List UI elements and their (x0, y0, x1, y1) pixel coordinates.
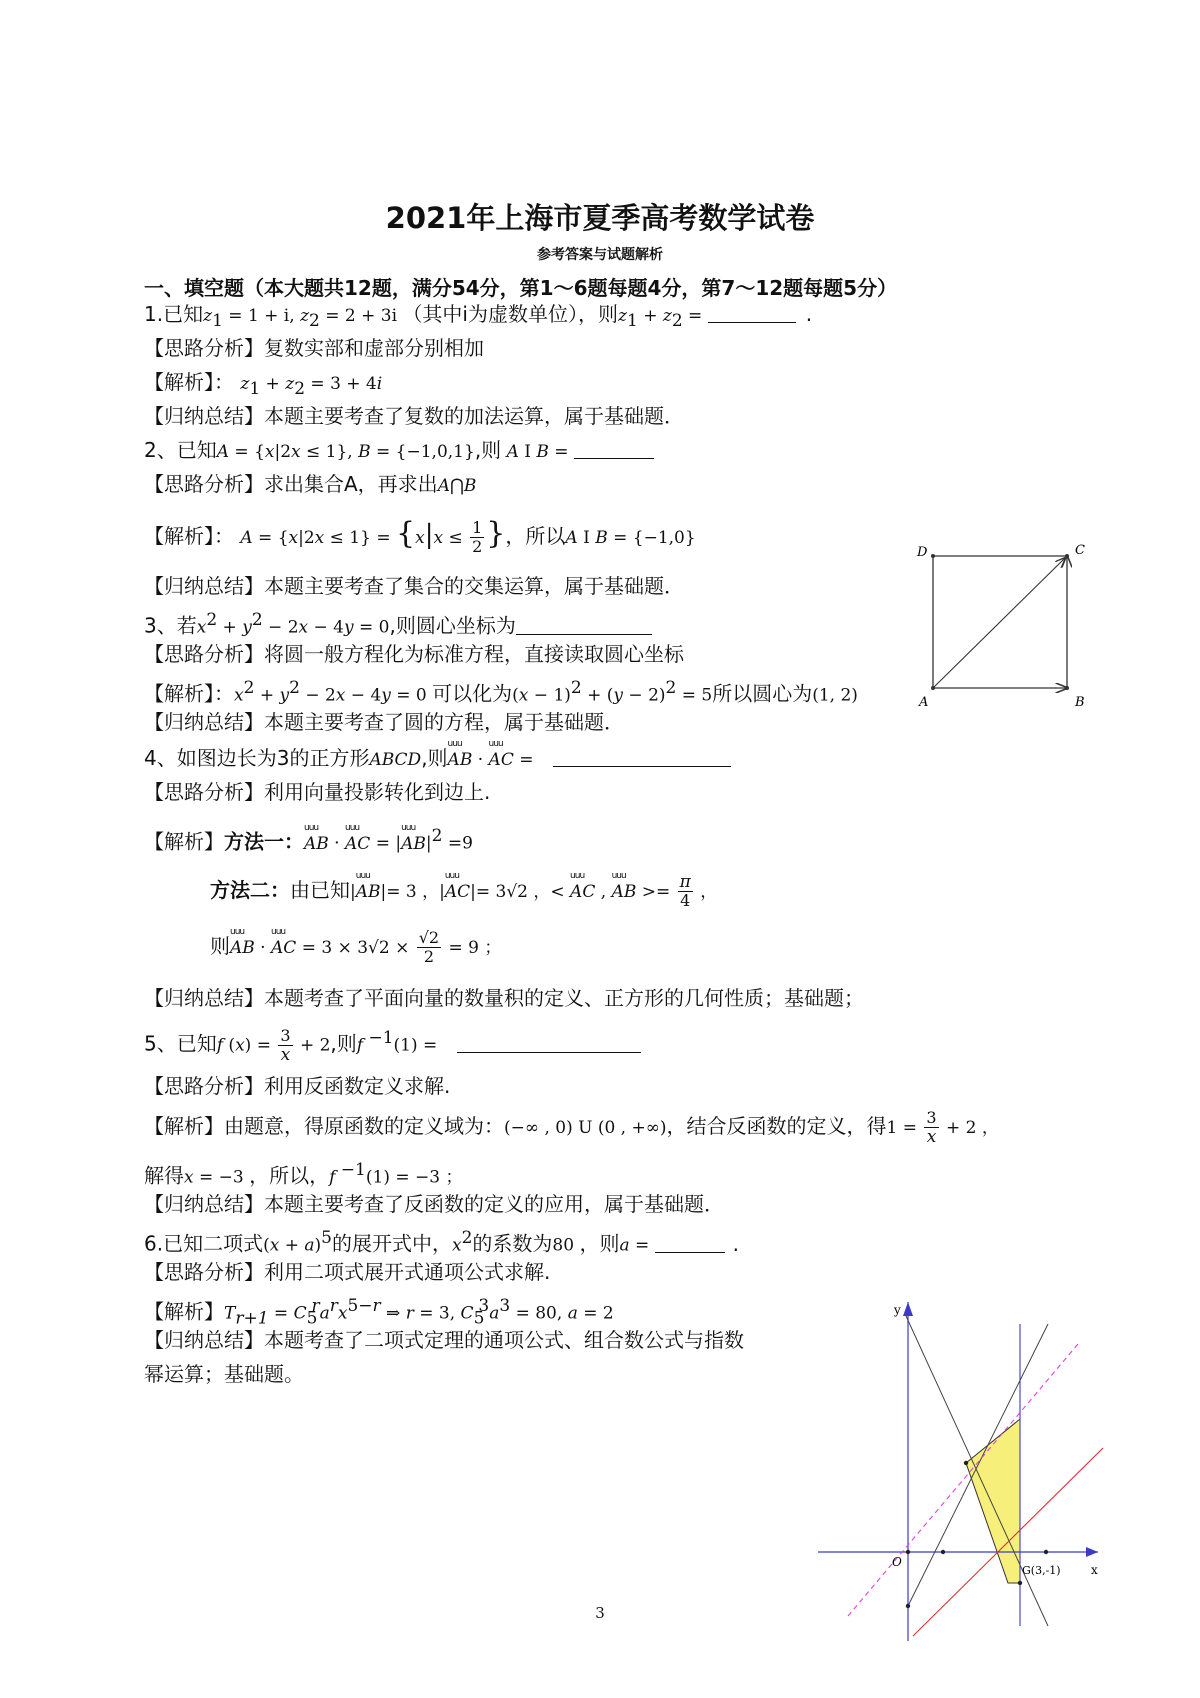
q4-question: 4、如图边长为3的正方形ABCD,则 uuu AB · uuu AC = (144, 744, 731, 774)
q2-solution: 【解析】： A = {x|2x ≤ 1} = {x|x ≤ $\frac{1}{2}$ }，所以A I B = {−1,0} (144, 516, 696, 556)
q6-solution: 【解析】$T_{r+1} = C_5^ra^rx^{5-r}$ ⇒ r = 3, $C_5^3a^3 = 80$, a = 2 (144, 1296, 614, 1329)
q5-solution: 【解析】由题意，得原函数的定义域为：(−∞ , 0) U (0 , +∞)，结合反函数的定义，得1 = $\frac{3}{x}$ + 2 ， (144, 1108, 999, 1147)
page-subtitle: 参考答案与试题解析 (537, 247, 663, 263)
q6-analysis: 【思路分析】利用二项式展开式通项公式求解. (144, 1260, 551, 1284)
square-figure (915, 540, 1105, 720)
q3-summary: 【归纳总结】本题主要考查了圆的方程，属于基础题． (144, 710, 624, 734)
origin-label: O (892, 1555, 902, 1569)
x-axis-label: x (1091, 1563, 1098, 1577)
q5-solve: 解得x = −3 ，所以，f $^{-1}$(1) = −3 ； (144, 1160, 463, 1188)
label-d: D (917, 545, 928, 560)
q1-solution: 【解析】： $z_1 + z_2 = 3 + 4i$ (144, 370, 383, 399)
y-axis-label: y (894, 1303, 901, 1317)
label-a: A (919, 695, 929, 710)
q5-analysis: 【思路分析】利用反函数定义求解. (144, 1074, 451, 1098)
q4-method1: 【解析】方法一： uuu AB · uuu AC = | uuu $AB|^2 =9$ (144, 822, 473, 854)
q6-answer-blank (655, 1232, 725, 1253)
q1-question: 1.已知$z_1 = 1 + i$, $z_2 = 2 + 3i$ （其中i为虚数单位），则$z_1 + z_2$ = . (144, 302, 813, 331)
page-title: 2021年上海市夏季高考数学试卷 (385, 201, 815, 235)
q4-answer-blank (553, 746, 731, 767)
q6-summary-line1: 【归纳总结】本题考查了二项式定理的通项公式、组合数公式与指数 (144, 1328, 744, 1352)
q5-summary: 【归纳总结】本题主要考查了反函数的定义的应用，属于基础题． (144, 1192, 724, 1216)
q6-summary-line2: 幂运算；基础题。 (144, 1362, 304, 1386)
q1-answer-blank (708, 302, 796, 323)
q4-method2: 方法二：由已知| uuu AB|= 3 ，| uuu AC|= 3√2 ，< uuu AC , uuu AB >= $\frac{\pi}{4}$ ， (210, 871, 718, 910)
q3-answer-blank (516, 614, 652, 635)
q1-summary: 【归纳总结】本题主要考查了复数的加法运算，属于基础题． (144, 404, 684, 428)
q3-solution: 【解析】：$x^2 + y^2 - 2x - 4y = 0$ 可以化为$(x - 1)^2 + (y - 2)^2 = 5$所以圆心为(1, 2) (144, 678, 858, 706)
page-number: 3 (595, 1604, 605, 1622)
q5-question: 5、已知f (x) = $\frac{3}{x}$ + 2,则f $^{-1}$(1) = (144, 1018, 641, 1066)
q3-question: 3、若$x^2 + y^2 - 2x - 4y = 0$,则圆心坐标为 (144, 606, 652, 642)
label-b: B (1075, 695, 1085, 710)
q4-method2-result: 则 uuu AB · uuu AC = 3 × 3√2 × $\frac{√2}{2}$ = 9 ； (210, 927, 502, 966)
section-heading: 一、填空题（本大题共12题，满分54分，第1～6题每题4分，第7～12题每题5分） (144, 276, 898, 300)
q2-summary: 【归纳总结】本题主要考查了集合的交集运算，属于基础题． (144, 574, 684, 598)
vector-ac (933, 558, 1065, 688)
q6-question: 6.已知二项式$(x + a)^5$的展开式中，$x^2$的系数为80 ，则a = . (144, 1228, 740, 1256)
region-graph-figure (808, 1296, 1108, 1646)
point-g-label: G(3,-1) (1022, 1564, 1061, 1577)
feasible-region (966, 1419, 1020, 1583)
label-c: C (1075, 543, 1085, 558)
q5-answer-blank (457, 1032, 641, 1053)
q1-analysis: 【思路分析】复数实部和虚部分别相加 (144, 336, 484, 360)
q2-analysis: 【思路分析】求出集合A，再求出A⋂B (144, 472, 477, 496)
q3-analysis: 【思路分析】将圆一般方程化为标准方程，直接读取圆心坐标 (144, 642, 684, 666)
q4-summary: 【归纳总结】本题考查了平面向量的数量积的定义、正方形的几何性质；基础题； (144, 986, 864, 1010)
descending-line (906, 1316, 1048, 1626)
q2-answer-blank (574, 438, 654, 459)
q4-analysis: 【思路分析】利用向量投影转化到边上. (144, 780, 491, 804)
q2-question: 2、已知A = {x|2x ≤ 1}, B = {−1,0,1},则 A I B = (144, 436, 654, 466)
